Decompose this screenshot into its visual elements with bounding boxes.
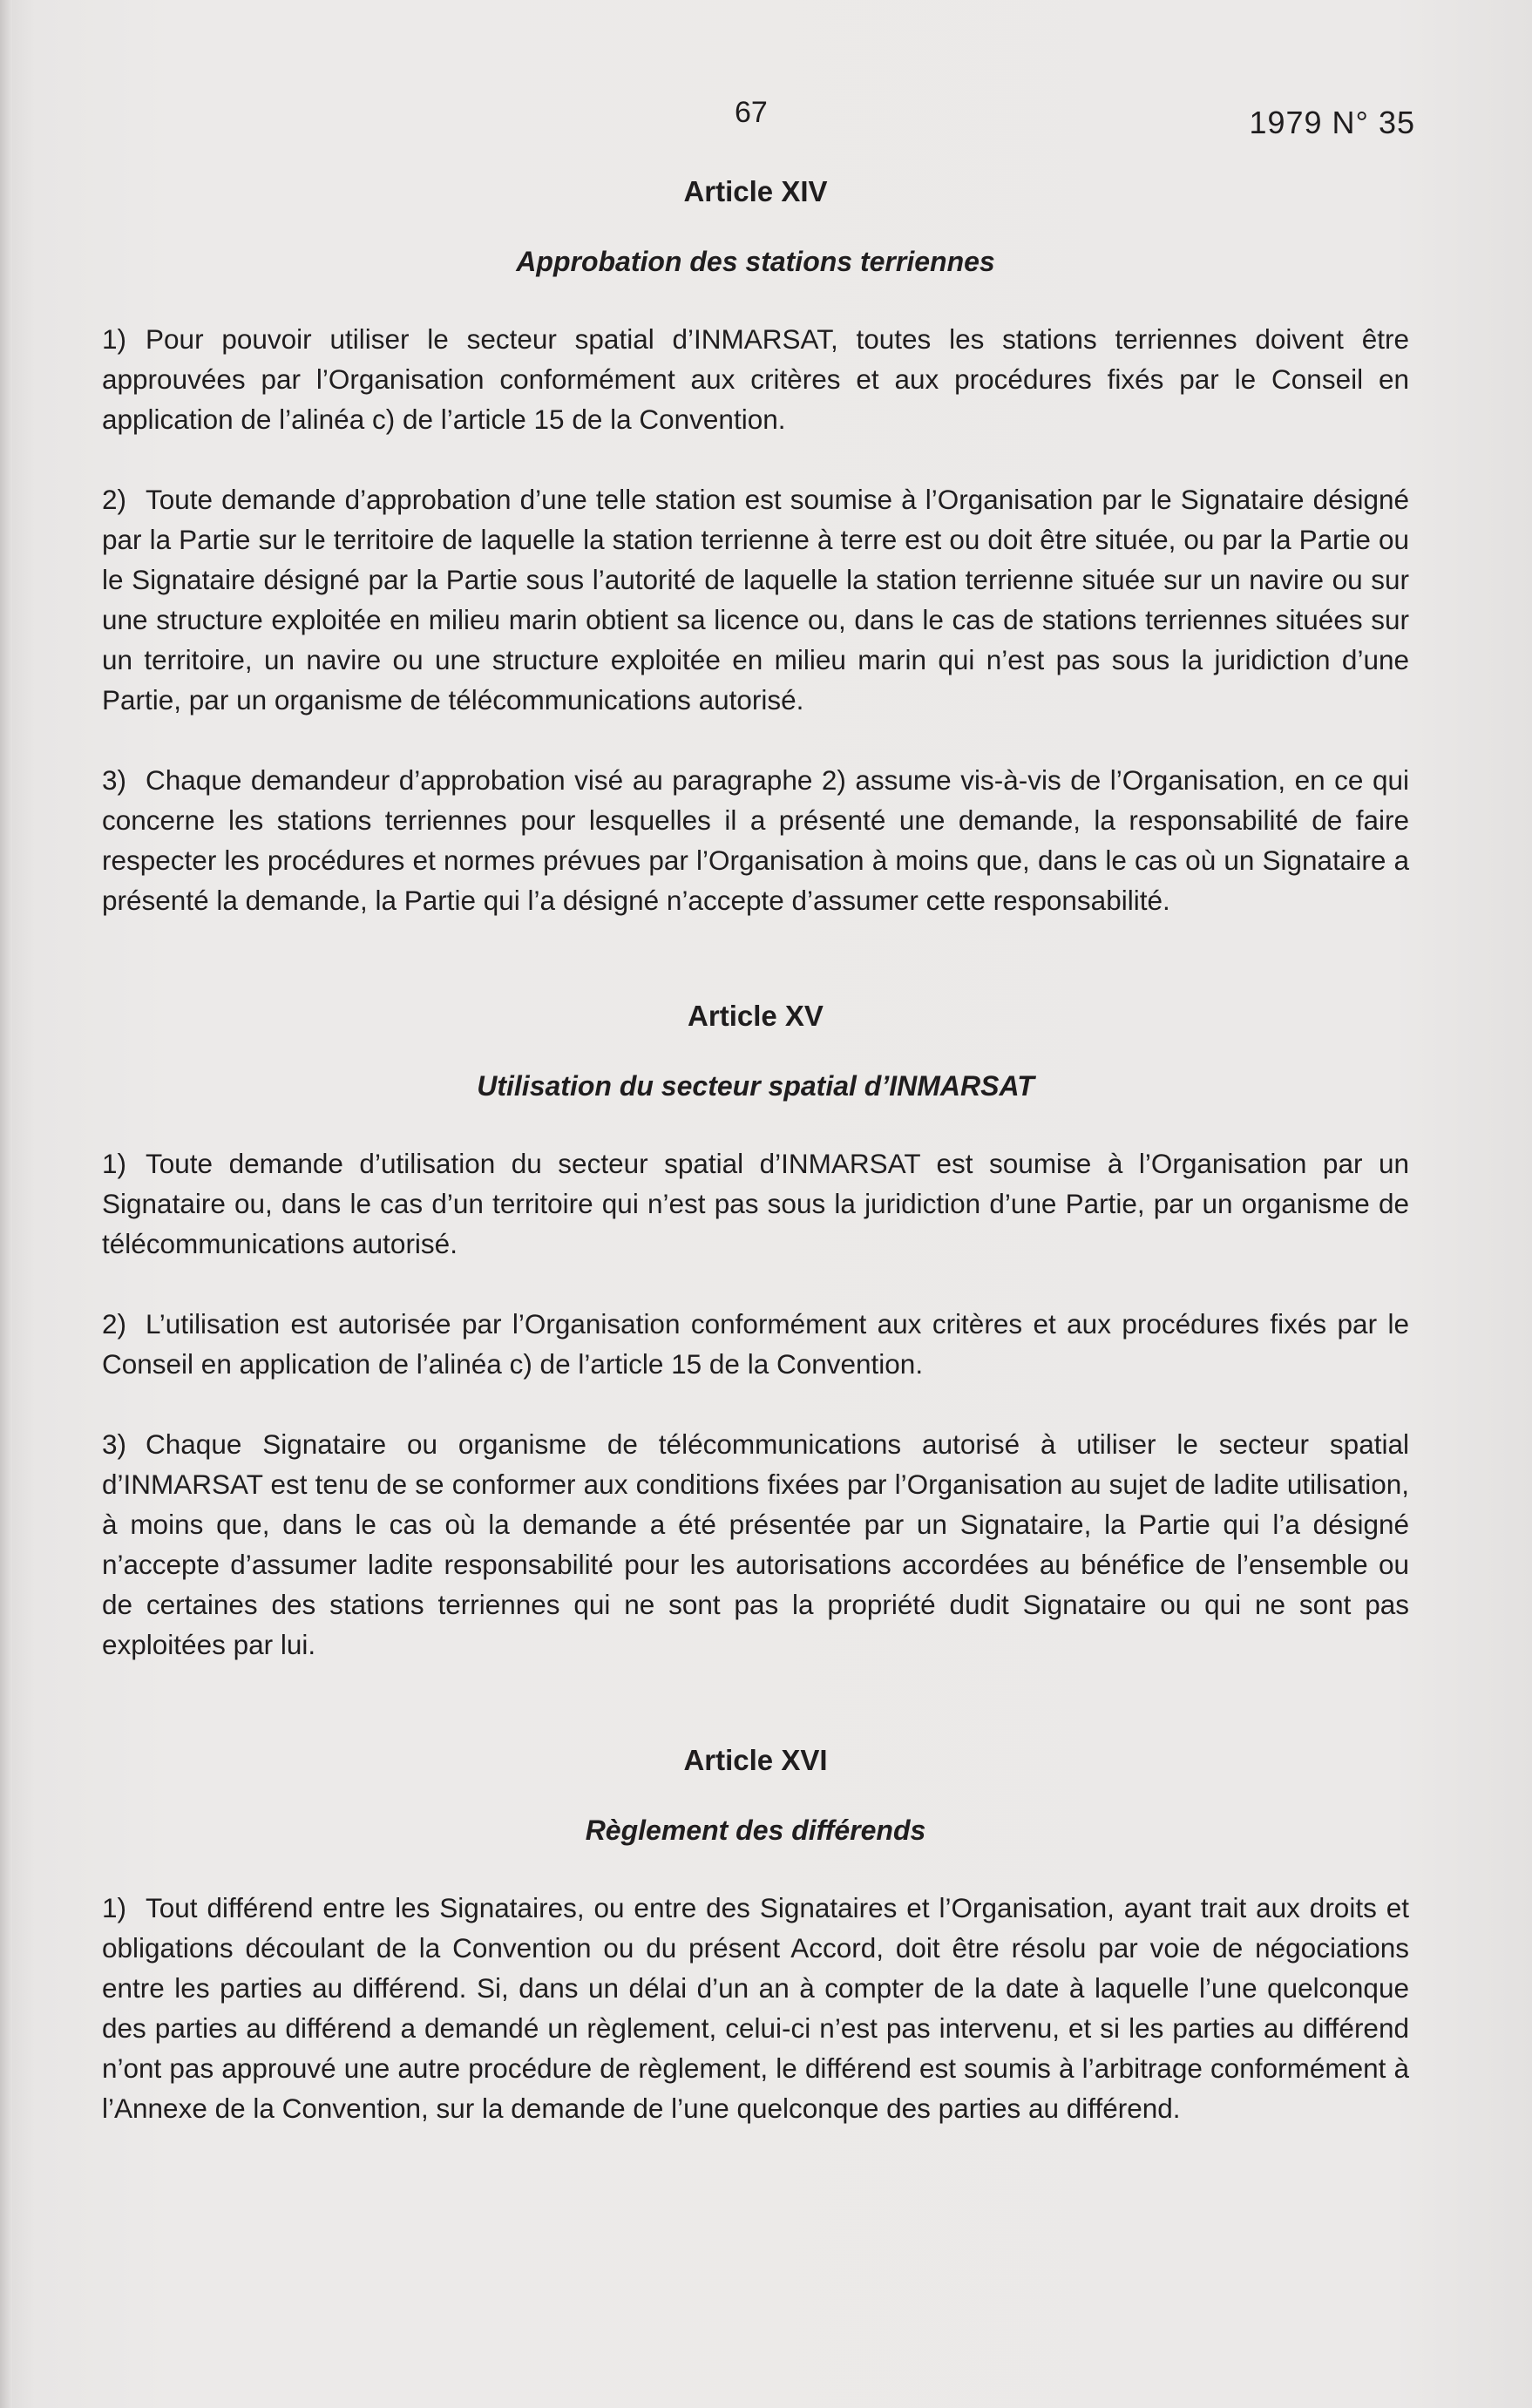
paragraph-number: 3) [102, 1428, 127, 1460]
article-subtitle: Règlement des différends [585, 1814, 926, 1846]
article-subtitle: Utilisation du secteur spatial d’INMARSAT [477, 1070, 1034, 1102]
article-xv [102, 999, 1409, 1665]
article-title: Article XIV [683, 175, 828, 207]
article-xvi [102, 1743, 1409, 2128]
page-spine-shadow [0, 0, 12, 2408]
paragraph-number: 2) [102, 1308, 127, 1340]
paragraph-text: L’utilisation est autorisée par l’Organisation conformément aux critères et aux procédures fixés par le Conseil en application de l’alinéa c) de l’article 15 de la Convention. [102, 1308, 1409, 1380]
paragraph-text: Pour pouvoir utiliser le secteur spatial d’INMARSAT, toutes les stations terriennes doivent être approuvées par l’Organisation conformément aux critères et aux procédures fixés par le Conseil en application de l’alinéa c) de l’article 15 de la Convention. [102, 323, 1409, 435]
article-title: Article XVI [683, 1744, 828, 1776]
paragraph-number: 1) [102, 1892, 127, 1923]
paragraph-number: 3) [102, 764, 127, 796]
paragraph [102, 1304, 1409, 1384]
article-subtitle: Approbation des stations terriennes [516, 246, 995, 277]
paragraph [102, 479, 1409, 720]
year-number-reference: 1979 N° 35 [1249, 105, 1415, 140]
paragraph-text: Toute demande d’utilisation du secteur spatial d’INMARSAT est soumise à l’Organisation par un Signataire ou, dans le cas d’un territoire qui n’est pas sous la juridiction d’une Partie, par un organisme de télécommunications autorisé. [102, 1148, 1409, 1259]
paragraph-number: 2) [102, 484, 127, 515]
page-header [0, 96, 1532, 148]
paragraph-text: Chaque Signataire ou organisme de télécommunications autorisé à utiliser le secteur spatial d’INMARSAT est tenu de se conformer aux conditions fixées par l’Organisation au sujet de ladite utilisation, à moins que, dans le cas où la demande a été présentée par un Signataire, la Partie qui l’a désigné n’accepte d’assumer ladite responsabilité pour les autorisations accordées au bénéfice de l’ensemble ou de certaines des stations terriennes qui ne sont pas la propriété dudit Signataire ou qui ne sont pas exploitées par lui. [102, 1428, 1409, 1660]
paragraph [102, 1424, 1409, 1665]
paragraph [102, 760, 1409, 920]
paragraph-text: Chaque demandeur d’approbation visé au paragraphe 2) assume vis-à-vis de l’Organisation, en ce qui concerne les stations terriennes pour lesquelles il a présenté une demande, la responsabilité de faire respecter les procédures et normes prévues par l’Organisation à moins que, dans le cas où un Signataire a présenté la demande, la Partie qui l’a désigné n’accepte d’assumer cette responsabilité. [102, 764, 1409, 916]
article-title: Article XV [688, 1000, 824, 1032]
paragraph [102, 319, 1409, 439]
document-body [102, 174, 1409, 2128]
paragraph [102, 1143, 1409, 1264]
paragraph-number: 1) [102, 1148, 127, 1179]
page-number: 67 [735, 96, 768, 129]
paragraph-text: Tout différend entre les Signataires, ou entre des Signataires et l’Organisation, ayant trait aux droits et obligations découlant de la Convention ou du présent Accord, doit être résolu par voie de négociations entre les parties au différend. Si, dans un délai d’un an à compter de la date à laquelle l’une quelconque des parties au différend a demandé un règlement, celui-ci n’est pas intervenu, et si les parties au différend n’ont pas approuvé une autre procédure de règlement, le différend est soumis à l’arbitrage conformément à l’Annexe de la Convention, sur la demande de l’une quelconque des parties au différend. [102, 1892, 1409, 2124]
paragraph [102, 1888, 1409, 2128]
article-xiv [102, 174, 1409, 920]
paragraph-text: Toute demande d’approbation d’une telle station est soumise à l’Organisation par le Signataire désigné par la Partie sur le territoire de laquelle la station terrienne à terre est ou doit être située, ou par la Partie ou le Signataire désigné par la Partie sous l’autorité de laquelle la station terrienne située sur un navire ou sur une structure exploitée en milieu marin obtient sa licence ou, dans le cas de stations terriennes situées sur un territoire, un navire ou une structure exploitée en milieu marin qui n’est pas sous la juridiction d’une Partie, par un organisme de télécommunications autorisé. [102, 484, 1409, 716]
paragraph-number: 1) [102, 323, 127, 355]
